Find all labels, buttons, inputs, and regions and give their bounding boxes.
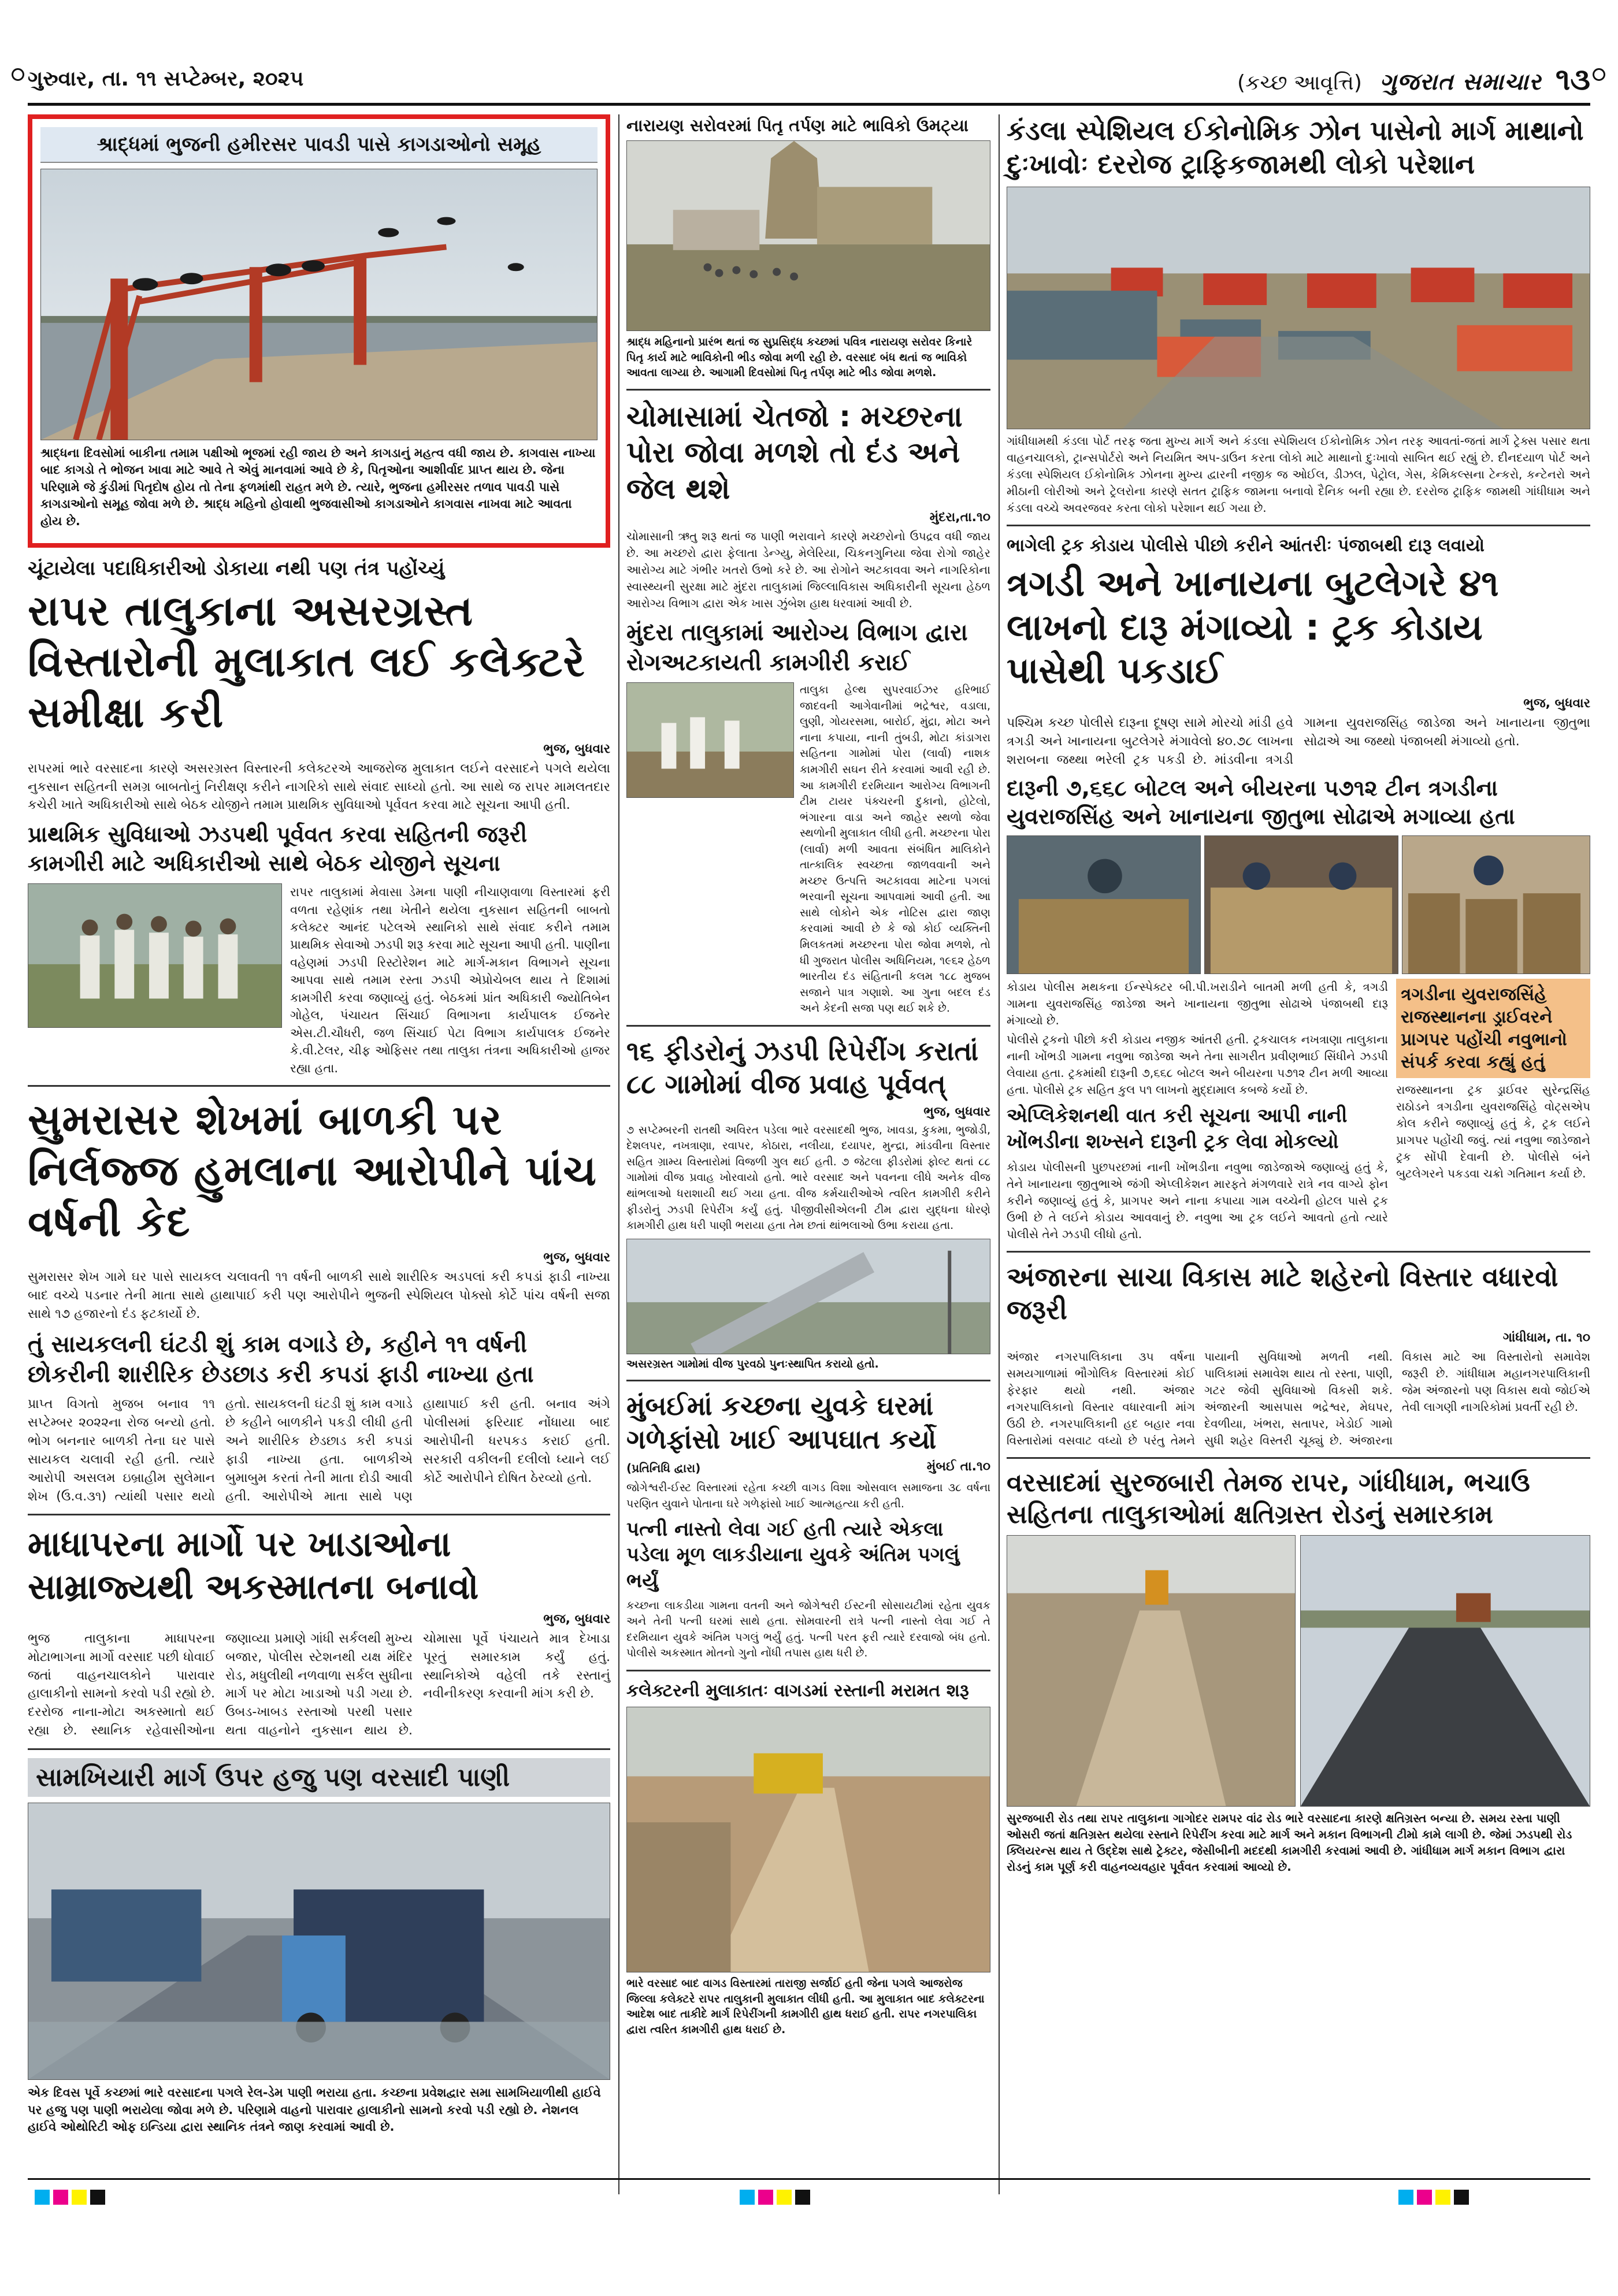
dateline: ભુજ, બુધવાર bbox=[543, 1250, 610, 1265]
photo-caption: સુરજબારી રોડ તથા રાપર તાલુકાના ગાગોદર રામપર વાંઢ રોડ ભારે વરસાદના કારણે ક્ષતિગ્રસ્ત બન્યા છે. સમય રસ્તા પાણી ઓસરી જતાં ક્ષતિગ્રસ્ત થયેલા રસ્તાને રિપેરીંગ કરવા માટે માર્ગ અને મકાન વિભાગની ટીમો કામે લાગી છે. જેમાં ઝડપથી રોડ ક્લિયરન્સ થાય તે ઉદ્દેશ સાથે ટ્રેક્ટર, જેસીબીની મદદથી કામગીરી કરવામાં આવી છે. ગાંધીધામ માર્ગ મકાન વિભાગ દ્વારા રોડનું કામ પૂર્ણ કરી વાહનવ્યવહાર પૂર્વવત કરવામાં આવ્યો છે. bbox=[1007, 1811, 1572, 1874]
page-number: ૧૩ bbox=[1555, 62, 1590, 97]
traffic-jam-photo bbox=[1007, 187, 1590, 429]
header-rule bbox=[28, 103, 1590, 106]
color-bar bbox=[35, 2190, 105, 2205]
narayan-sarovar-photo bbox=[626, 140, 990, 331]
story-madhapar-roads bbox=[28, 1524, 610, 1740]
story-headline: અંજારના સાચા વિકાસ માટે શહેરનો વિસ્તાર વધારવો જરૂરી bbox=[1007, 1261, 1558, 1326]
story-body: પ્રાપ્ત વિગતો મુજબ બનાવ ૧૧ સપ્ટેમ્બર ૨૦૨૨ના રોજ બન્યો હતો. ભોગ બનનાર બાળકી તેના ઘર પાસે સાયકલ ચલાવી રહી હતી. ત્યારે આરોપી અસલમ ઇબ્રાહીમ સુલેમાન શેખ (ઉ.વ.૩૧) ત્યાંથી પસાર થયો હતો. સાયકલની ઘંટડી શું કામ વગાડે છે કહીને બાળકીને પકડી લીધી હતી અને શારીરિક છેડછાડ કરી કપડાં ફાડી નાખ્યા હતા. બાળકીએ બુમાબુમ કરતાં તેની માતા દોડી આવી હતી. આરોપીએ માતા સાથે પણ હાથાપાઈ કરી હતી. બનાવ અંગે પોલીસમાં ફરિયાદ નોંધાયા બાદ આરોપીની ધરપકડ કરાઈ હતી. સરકારી વકીલની દલીલો ધ્યાને લઈ કોર્ટે આરોપીને દોષિત ઠેરવ્યો હતો. bbox=[28, 1397, 610, 1504]
story-headline: સુમરાસર શેખમાં બાળકી પર નિર્લજ્જ હુમલાના આરોપીને પાંચ વર્ષની કેદ bbox=[28, 1095, 597, 1246]
crows-photo bbox=[40, 169, 598, 440]
dateline: ભુજ, બુધવાર bbox=[1523, 696, 1590, 711]
photo-caption: શ્રાદ્ધના દિવસોમાં બાકીના તમામ પક્ષીઓ ભૂજમાં રહી જાય છે અને કાગડાનું મહત્વ વધી જાય છે. કાગવાસ નાખ્યા બાદ કાગડો તે ભોજન ખાવા માટે આવે તે એવું માનવામાં આવે છે કે, પિતૃઓના આશીર્વાદ પ્રાપ્ત થાય છે. જેના પરિણામે જે કુંડીમાં પિતૃદોષ હોય તો તેના ફળમાંથી રાહત મળે છે. ત્યારે, ભુજના હમીરસર તળાવ પાવડી પાસે કાગડાઓનો સમૂહ જોવા મળે છે. શ્રાદ્ધ મહિનો હોવાથી ભુજવાસીઓ કાગડાઓને કાગવાસ નાખવા માટે આવતા હોય છે. bbox=[40, 446, 596, 528]
story-headline: ત્રગડી અને ખાનાયના બુટલેગરે ૪૧ લાખનો દારૂ મંગાવ્યો : ટ્રક કોડાય પાસેથી પકડાઈ bbox=[1007, 562, 1499, 692]
story-subhead: ત્રગડીના યુવરાજસિંહે રાજસ્થાનના ડ્રાઈવરને પ્રાગપર પહોંચી નવુભાનો સંપર્ક કરવા કહ્યું હતું bbox=[1401, 984, 1567, 1073]
column-right bbox=[1007, 114, 1590, 1875]
story-headline: રાપર તાલુકાના અસરગ્રસ્ત વિસ્તારોની મુલાકાત લઈ કલેક્ટરે સમીક્ષા કરી bbox=[28, 586, 585, 737]
story-headline: કંડલા સ્પેશિયલ ઈકોનોમિક ઝોન પાસેનો માર્ગ માથાનો દુઃખાવોઃ દરરોજ ટ્રાફિકજામથી લોકો પરેશાન bbox=[1007, 115, 1584, 180]
story-liquor-seizure bbox=[1007, 534, 1590, 1243]
story-mosquito-fine bbox=[626, 399, 990, 612]
story-body: રાપરમાં ભારે વરસાદના કારણે અસરગ્રસ્ત વિસ્તારની કલેક્ટરએ આજરોજ મુલાકાત લઈને વરસાદને પગલે થયેલા નુકસાન સહિતની સમગ્ર બાબતોનું નિરીક્ષણ કરીને નાગરિકો સાથે સંવાદ સાધ્યો હતો. આ સાથે જ રાપર મામલતદાર કચેરી ખાતે અધિકારીઓ સાથે બેઠક યોજીને તમામ પ્રાથમિક સુવિધાઓ પૂર્વવત કરવા માટે સૂચના આપી હતી. bbox=[28, 761, 610, 813]
story-subhead: પ્રાથમિક સુવિધાઓ ઝડપથી પૂર્વવત કરવા સહિતની જરૂરી કામગીરી માટે અધિકારીઓ સાથે બેઠક યોજીને સૂચના bbox=[28, 822, 528, 876]
road-photo-2 bbox=[1300, 1535, 1590, 1807]
story-body: સુમરાસર શેખ ગામે ઘર પાસે સાયકલ ચલાવતી ૧૧ વર્ષની બાળકી સાથે શારીરિક અડપલાં કરી કપડાં ફાડી નાખ્યા બાદ વચ્ચે પડનાર તેની માતા સાથે હાથાપાઈ કરી પણ આરોપીને ભુજની સ્પેશિયલ પોક્સો કોર્ટે પાંચ વર્ષની સજા સાથે ૧૭ હજારનો દંડ ફટકાર્યો છે. bbox=[28, 1270, 610, 1322]
story-headline: ૧૬ ફીડરોનું ઝડપી રિપેરીંગ કરાતાં ૮૮ ગામોમાં વીજ પ્રવાહ પૂર્વવત્ bbox=[626, 1035, 979, 1100]
photo-story-title: સામખિયારી માર્ગ ઉપર હજુ પણ વરસાદી પાણી bbox=[28, 1758, 610, 1797]
highlight-box bbox=[1396, 979, 1590, 1078]
story-subhead: એપ્લિકેશનથી વાત કરી સૂચના આપી નાની ખોંભડીના શખ્સને દારૂની ટ્રક લેવા મોકલ્યો bbox=[1007, 1104, 1348, 1153]
photo-story-road-repair bbox=[1007, 1467, 1590, 1875]
registration-mark bbox=[12, 68, 24, 81]
seizure-photo-3 bbox=[1402, 835, 1590, 974]
story-body: જોગેશ્વરી-ઈસ્ટ વિસ્તારમાં રહેતા કચ્છી વાગડ વિશા ઓસવાલ સમાજના ૩૮ વર્ષના પરણિત યુવાને પોતાના ઘરે ગળેફાંસો ખાઈ આત્મહત્યા કરી હતી. bbox=[626, 1481, 990, 1510]
edition-label: (કચ્છ આવૃત્તિ) bbox=[1237, 71, 1362, 95]
story-tag: (પ્રતિનિધિ દ્વારા) bbox=[626, 1461, 701, 1476]
story-body: કોડાય પોલીસની પુછપરછમાં નાની ખોંભડીના નવુભા જાડેજાએ જણાવ્યું હતું કે, તેને ખાનાયના જીતુભાએ જંગી એપ્લીકેશન મારફતે મંગળવારે રાત્રે નવ વાગ્યે ફોન કરીને જણાવ્યું હતું કે, પ્રાગપર અને નાના કપાયા ગામ વચ્ચેની હોટલ પાસે ટ્રક ઉભી છે તે લઈને કોડાય આવવાનું છે. નવુભા આ ટ્રક લઈને આવતો હતો ત્યારે પોલીસે તેને ઝડપી લીધો હતો. bbox=[1007, 1160, 1388, 1241]
collector-visit-photo bbox=[28, 883, 282, 1028]
story-headline: ચોમાસામાં ચેતજો : મચ્છરના પોરા જોવા મળશે તો દંડ અને જેલ થશે bbox=[626, 399, 963, 506]
story-body: રાજસ્થાનના ટ્રક ડ્રાઈવર સુરેન્દ્રસિંહ રાઠોડને ત્રગડીના યુવરાજસિંહે વોટ્સએપ કોલ કરીને જણાવ્યું હતું કે, ટ્રક લઈને પ્રાગપર પહોંચી જવું. ત્યાં નવુભા જાડેજાને ટ્રક સોંપી દેવાની છે. પોલીસે બંને બુટલેગરને પકડવા ચક્રો ગતિમાન કર્યા છે. bbox=[1396, 1083, 1590, 1181]
story-body: પશ્ચિમ કચ્છ પોલીસે દારૂના દૂષણ સામે મોરચો માંડી હવે ત્રગડી અને ખાનાયના બુટલેગરે મંગાવેલો ૪૦.૭૮ લાખના શરાબના જથ્થા ભરેલી ટ્રક પકડી છે. માંડવીના ત્રગડી ગામના યુવરાજસિંહ જાડેજા અને ખાનાયના જીતુભા સોઢાએ આ જથ્થો પંજાબથી મંગાવ્યો હતો. bbox=[1007, 715, 1590, 767]
photo-story-title: કલેક્ટરની મુલાકાતઃ વાગડમાં રસ્તાની મરામત શરૂ bbox=[626, 1681, 969, 1701]
registration-mark bbox=[1593, 68, 1605, 81]
story-headline: મુંદરા તાલુકામાં આરોગ્ય વિભાગ દ્વારા રોગઅટકાયતી કામગીરી કરાઈ bbox=[626, 619, 968, 677]
dateline: ભુજ, બુધવાર bbox=[543, 1611, 610, 1626]
health-team-photo bbox=[626, 682, 794, 798]
story-body: ચોમાસાની ઋતુ શરૂ થતાં જ પાણી ભરાવાને કારણે મચ્છરોનો ઉપદ્રવ વધી જાય છે. આ મચ્છરો દ્વારા ફેલાતા ડેન્ગ્યુ, મેલેરિયા, ચિકનગુનિયા જેવા રોગો જાહેર આરોગ્ય માટે ગંભીર ખતરો ઉભો કરે છે. આ રોગોને અટકાવવા અને નાગરિકોના સ્વાસ્થ્યની સુરક્ષા માટે મુંદરા તાલુકામાં જિલ્લાવિકાસ અધિકારીની સૂચના હેઠળ આરોગ્ય વિભાગ દ્વારા એક ખાસ ઝુંબેશ હાથ ધરવામાં આવી છે. bbox=[626, 529, 990, 611]
story-body: કચ્છના લાકડીયા ગામના વતની અને જોગેશ્વરી ઈસ્ટની સોસાયટીમાં રહેતા યુવક અને તેની પત્ની ઘરમાં સાથે હતા. સોમવારની રાત્રે પત્ની નાસ્તો લેવા ગઈ તે દરમિયાન યુવકે અંતિમ પગલું ભર્યું હતું. પત્ની પરત ફરી ત્યારે દરવાજો બંધ હતો. પોલીસે અકસ્માત મોતનો ગુનો નોંધી તપાસ હાથ ધરી છે. bbox=[626, 1599, 990, 1660]
seizure-photo-1 bbox=[1007, 835, 1201, 974]
story-subhead: તું સાયકલની ઘંટડી શું કામ વગાડે છે, કહીને ૧૧ વર્ષની છોકરીની શારીરિક છેડછાડ કરી કપડાં ફાડી નાખ્યા હતા bbox=[28, 1331, 534, 1388]
photo-story-crows bbox=[28, 114, 610, 548]
column-divider bbox=[999, 114, 1000, 2194]
masthead bbox=[1237, 62, 1590, 98]
seizure-photo-2 bbox=[1204, 835, 1398, 974]
flooded-highway-photo bbox=[28, 1803, 610, 2080]
story-kicker: ચૂંટાયેલા પદાધિકારીઓ ડોકાયા નથી પણ તંત્ર પહોંચ્યું bbox=[28, 557, 445, 580]
photo-story-vagad-roads bbox=[626, 1680, 990, 2037]
story-anjar-expansion bbox=[1007, 1261, 1590, 1449]
story-mundra-health bbox=[626, 618, 990, 1016]
issue-date: ગુરુવાર, તા. ૧૧ સપ્ટેમ્બર, ૨૦૨૫ bbox=[28, 67, 304, 91]
power-line-photo bbox=[626, 1239, 990, 1354]
photo-caption: શ્રાદ્ધ મહિનાનો પ્રારંભ થતાં જ સુપ્રસિદ્ધ કચ્છમાં પવિત્ર નારાયણ સરોવર કિનારે પિતૃ કાર્ય માટે ભાવિકોની ભીડ જોવા મળી રહી છે. વરસાદ બંધ થતાં જ ભાવિકો આવતા લાગ્યા છે. આગામી દિવસોમાં પિતૃ તર્પણ માટે ભીડ જોવા મળશે. bbox=[626, 336, 973, 380]
bottom-rule bbox=[28, 2178, 1590, 2180]
photo-story-narayan-sarovar bbox=[626, 114, 990, 381]
story-body: ગાંધીધામથી કંડલા પોર્ટ તરફ જતા મુખ્ય માર્ગ અને કંડલા સ્પેશિયલ ઈકોનોમિક ઝોન તરફ આવતાં-જતાં માર્ગ ટ્રેક્સ પસાર થતા વાહનચાલકો, ટ્રાન્સપોર્ટરો અને નિયમિત અપ-ડાઉન કરતા લોકો માટે માથાનો દુઃખાવો સાબિત થઈ રહ્યું છે. દીનદયાળ પોર્ટ અને કંડલા સ્પેશિયલ ઈકોનોમિક ઝોનના મુખ્ય દ્વારની નજીક જ ઓઈલ, ડીઝલ, પેટ્રોલ, ગેસ, કેમિકલ્સના ટેન્કરો, કન્ટેનરો અને મીઠાની લોરીઓ અને ટ્રેલરોના કારણે સતત ટ્રાફિક જામના બનાવો દૈનિક બની રહ્યા છે. દરરોજ ટ્રાફિક જામથી ગાંધીધામ અને કંડલા વચ્ચે અવરજવર કરતા લોકો પરેશાન થઈ ગયા છે. bbox=[1007, 434, 1590, 515]
story-kandla-traffic bbox=[1007, 114, 1590, 517]
column-middle bbox=[626, 114, 990, 2037]
story-sumrasar-case bbox=[28, 1095, 610, 1506]
story-body: તાલુકા હેલ્થ સુપરવાઈઝર હરિભાઈ જાદવની આગેવાનીમાં ભદ્રેશ્વર, વડાલા, લુણી, ગોયરસમા, બારોઈ, મુંદ્રા, મોટા અને નાના કપાયા, નાની તુંબડી, મોટા કાંડાગરા સહિતના ગામોમાં પોરા (લાર્વા) નાશક કામગીરી સઘન રીતે કરવામાં આવી રહી છે. આ કામગીરી દરમિયાન આરોગ્ય વિભાગની ટીમ ટાયર પંક્ચરની દુકાનો, હોટેલો, ભંગારના વાડા અને જાહેર સ્થળો જેવા સ્થળોની મુલાકાત લીધી હતી. મચ્છરના પોરા (લાર્વા) મળી આવતા સંબંધિત માલિકોને તાત્કાલિક સ્વચ્છતા જાળવવાની અને મચ્છર ઉત્પત્તિ અટકાવવા માટેના પગલાં ભરવાની સૂચના આપવામાં આવી હતી. આ સાથે લોકોને એક નોટિસ દ્વારા જાણ કરવામાં આવી છે કે જો કોઈ વ્યક્તિની મિલકતમાં મચ્છરના પોરા જોવા મળશે, તો ધી ગુજરાત પોલીસ અધિનિયમ, ૧૯૬૨ હેઠળ ભારતીય દંડ સંહિતાની કલમ ૧૮૮ મુજબ સજાને પાત્ર ગણાશે. આ ગુના બદલ દંડ અને કેદની સજા પણ થઈ શકે છે. bbox=[800, 683, 990, 1015]
story-body: ભુજ તાલુકાના માધાપરના મોટાભાગના માર્ગો વરસાદ પછી ધોવાઈ જતાં વાહનચાલકોને પારાવાર હાલાકીનો સામનો કરવો પડી રહ્યો છે. દરરોજ નાના-મોટા અકસ્માતો થઈ રહ્યા છે. સ્થાનિક રહેવાસીઓના જણાવ્યા પ્રમાણે ગાંધી સર્કલથી મુખ્ય બજાર, પોલીસ સ્ટેશનથી યક્ષ મંદિર રોડ, મધુલીથી નળવાળા સર્કલ સુધીના માર્ગ પર મોટા ખાડાઓ પડી ગયા છે. ઉબડ-ખાબડ રસ્તાઓ પરથી પસાર થતા વાહનોને નુકસાન થાય છે. ચોમાસા પૂર્વે પંચાયતે માત્ર દેખાડા પૂરતું સમારકામ કર્યું હતું. સ્થાનિકોએ વહેલી તકે રસ્તાનું નવીનીકરણ કરવાની માંગ કરી છે. bbox=[28, 1631, 610, 1738]
newspaper-brand: ગુજરાત સમાચાર bbox=[1379, 68, 1542, 95]
story-body: અંજાર નગરપાલિકાના ૩૫ વર્ષના સમયગાળામાં ભૌગોલિક વિસ્તારમાં કોઈ ફેરફાર થયો નથી. અંજાર નગરપાલિકાનો વિસ્તાર વધારવાની માંગ ઉઠી છે. નગરપાલિકાની હદ બહાર નવા વિસ્તારોમાં વસવાટ વધ્યો છે પરંતુ તેમને પાયાની સુવિધાઓ મળતી નથી. પાલિકામાં સમાવેશ થાય તો રસ્તા, પાણી, ગટર જેવી સુવિધાઓ વિકસી શકે. અંજારની આસપાસ ભદ્રેશ્વર, મેઘપર, દેવળીયા, ખંભરા, સતાપર, ખેડોઈ ગામો સુધી શહેર વિસ્તરી ચૂક્યું છે. અંજારના વિકાસ માટે આ વિસ્તારોનો સમાવેશ જરૂરી છે. ગાંધીધામ મહાનગરપાલિકાની જેમ અંજારનો પણ વિકાસ થવો જોઈએ તેવી લાગણી નાગરિકોમાં પ્રવર્તી રહી છે. bbox=[1007, 1349, 1590, 1447]
photo-story-title: નારાયણ સરોવરમાં પિતૃ તર્પણ માટે ભાવિકો ઉમટ્યા bbox=[626, 114, 990, 137]
story-kicker: ભાગેલી ટ્રક કોડાય પોલીસે પીછો કરીને આંતરીઃ પંજાબથી દારૂ લવાયો bbox=[1007, 536, 1485, 556]
color-bar bbox=[740, 2190, 810, 2205]
story-mumbai-suicide bbox=[626, 1390, 990, 1662]
story-headline: વરસાદમાં સુરજબારી તેમજ રાપર, ગાંધીધામ, ભચાઉ સહિતના તાલુકાઓમાં ક્ષતિગ્રસ્ત રોડનું સમારકામ bbox=[1007, 1467, 1530, 1529]
road-photo-1 bbox=[1007, 1535, 1296, 1807]
page-header bbox=[28, 62, 1590, 101]
photo-story-title: શ્રાદ્ધમાં ભુજની હમીરસર પાવડી પાસે કાગડાઓનો સમૂહ bbox=[40, 127, 598, 163]
dateline: ભુજ, બુધવાર bbox=[543, 741, 610, 756]
photo-caption: અસરગ્રસ્ત ગામોમાં વીજ પુરવઠો પુનઃસ્થાપિત કરાયો હતો. bbox=[626, 1357, 879, 1370]
story-body: ૭ સપ્ટેમ્બરની રાતથી અવિરત પડેલા ભારે વરસાદથી ભુજ, ખાવડા, કુકમા, ભુજોડી, દેશલપર, નખત્રાણા, રવાપર, કોઠારા, નલીયા, દયાપર, મુન્દ્રા, માંડવીના વિસ્તાર સહિત ગ્રામ્ય વિસ્તારોમાં વિજળી ગુલ થઈ હતી. ૭ જેટલા ફીડરોમાં ફોલ્ટ થતાં ૮૮ ગામોમાં વીજ પ્રવાહ ખોરવાયો હતો. ભારે વરસાદ અને પવનના લીધે અનેક વીજ થાંભલાઓ ધરાશાયી થઈ ગયા હતા. વીજ કર્મચારીઓએ ત્વરિત કામગીરી કરીને ફીડરોનું ઝડપી રિપેરીંગ કર્યું હતું. પીજીવીસીએલની ટીમ દ્વારા યુદ્ધના ધોરણે કામગીરી હાથ ધરી પાણી ભરાયા હતા તેમ છતાં થાંભલાઓ ઉભા કરાયા હતા. bbox=[626, 1123, 990, 1232]
dateline: ભુજ, બુધવાર bbox=[923, 1104, 990, 1119]
dateline: મુંબઈ તા.૧૦ bbox=[926, 1459, 990, 1474]
photo-caption: કોડાય પોલીસ મથકના ઈન્સ્પેક્ટર બી.પી.ખરાડીને બાતમી મળી હતી કે, ત્રગડી ગામના યુવરાજસિંહ જાડેજા અને ખાનાયના જીતુભા સોઢાએ પંજાબથી દારૂ મંગાવ્યો છે. bbox=[1007, 980, 1388, 1028]
dateline: ગાંધીધામ, તા. ૧૦ bbox=[1502, 1330, 1590, 1345]
story-body: રાપર તાલુકામાં મેવાસા ડેમના પાણી નીચાણવાળા વિસ્તારમાં ફરી વળતા રહેણાંક તથા ખેતીને થયેલા નુકસાન સહિતની બાબતો કલેક્ટર આનંદ પટેલએ સ્થાનિકો સાથે સંવાદ કરીને તમામ પ્રાથમિક સેવાઓ ઝડપી શરૂ કરવા માટે સૂચના આપી હતી. પાણીના વહેણમાં ઝડપી રિસ્ટોરેશન માટે માર્ગ-મકાન વિભાગને સૂચના આપવા સાથે તમામ રસ્તા ઝડપી એપ્રોચેબલ થાય તે દિશામાં કામગીરી કરવા જણાવ્યું હતું. બેઠકમાં પ્રાંત અધિકારી જ્યોતિબેન ગોહેલ, પંચાયત સિંચાઈ વિભાગના કાર્યપાલક ઈજનેર એસ.ટી.ચૌધરી, જળ સિંચાઈ પેટા વિભાગ કાર્યપાલક ઈજનેર કે.વી.ટેલર, ચીફ ઓફિસર તથા તાલુકા તંત્રના અધિકારીઓ હાજર રહ્યા હતા. bbox=[290, 885, 610, 1075]
column-left bbox=[28, 114, 610, 2135]
story-subhead: પત્ની નાસ્તો લેવા ગઈ હતી ત્યારે એકલા પડેલા મૂળ લાકડીયાના યુવકે અંતિમ પગલું ભર્યું bbox=[626, 1518, 960, 1592]
story-headline: મુંબઈમાં કચ્છના યુવકે ઘરમાં ગળેફાંસો ખાઈ આપઘાત કર્યો bbox=[626, 1390, 937, 1455]
story-feeders-repair bbox=[626, 1035, 990, 1372]
road-repair-photo bbox=[626, 1707, 990, 1972]
story-subhead: દારૂની ૭,૬૬૮ બોટલ અને બીયરના ૫૭૧૨ ટીન ત્રગડીના યુવરાજસિંહ અને ખાનાયના જીતુભા સોઢાએ મગાવ્યા હતા bbox=[1007, 775, 1515, 829]
photo-caption: ભારે વરસાદ બાદ વાગડ વિસ્તારમાં તારાજી સર્જાઈ હતી જેના પગલે આજરોજ જિલ્લા કલેક્ટરે રાપર તાલુકાની મુલાકાત લીધી હતી. આ મુલાકાત બાદ કલેક્ટરના આદેશ બાદ તાકીદે માર્ગ રિપેરીંગની કામગીરી હાથ ધરાઈ હતી. રાપર નગરપાલિકા દ્વારા ત્વરિત કામગીરી હાથ ધરાઈ છે. bbox=[626, 1977, 985, 2036]
story-rapar-collector bbox=[28, 556, 610, 1077]
story-body: પોલીસે ટ્રકનો પીછો કરી કોડાય નજીક આંતરી હતી. ટ્રકચાલક નખત્રાણા તાલુકાના નાની ખોંભડી ગામના નવુભા જાડેજા અને તેના સાગરીત પ્રવીણભાઈ સિંધીને ઝડપી લેવાયા હતા. ટ્રકમાંથી દારૂની ૭,૬૬૮ બોટલ અને બીયરના ૫૭૧૨ ટીન મળી આવ્યા હતા. પોલીસે ટ્રક સહિત કુલ ૫૧ લાખનો મુદ્દામાલ કબજે કર્યો છે. bbox=[1007, 1032, 1388, 1097]
story-headline: માધાપરના માર્ગો પર ખાડાઓના સામ્રાજ્યથી અકસ્માતના બનાવો bbox=[28, 1524, 479, 1607]
photo-story-samakhiyari bbox=[28, 1758, 610, 2135]
column-divider bbox=[618, 114, 619, 2194]
color-bar bbox=[1398, 2190, 1469, 2205]
photo-caption: એક દિવસ પૂર્વે કચ્છમાં ભારે વરસાદના પગલે રેલ-ડેમ પાણી ભરાયા હતા. કચ્છના પ્રવેશદ્વાર સમા સામખિયાળીથી હાઈવે પર હજુ પણ પાણી ભરાયેલા જોવા મળે છે. પરિણામે વાહનો પારાવાર હાલાકીનો સામનો કરવો પડી રહ્યો છે. નેશનલ હાઈવે ઓથોરિટી ઓફ ઇન્ડિયા દ્વારા સ્થાનિક તંત્રને જાણ કરવામાં આવી છે. bbox=[28, 2086, 601, 2134]
dateline: મુંદરા,તા.૧૦ bbox=[929, 510, 990, 525]
